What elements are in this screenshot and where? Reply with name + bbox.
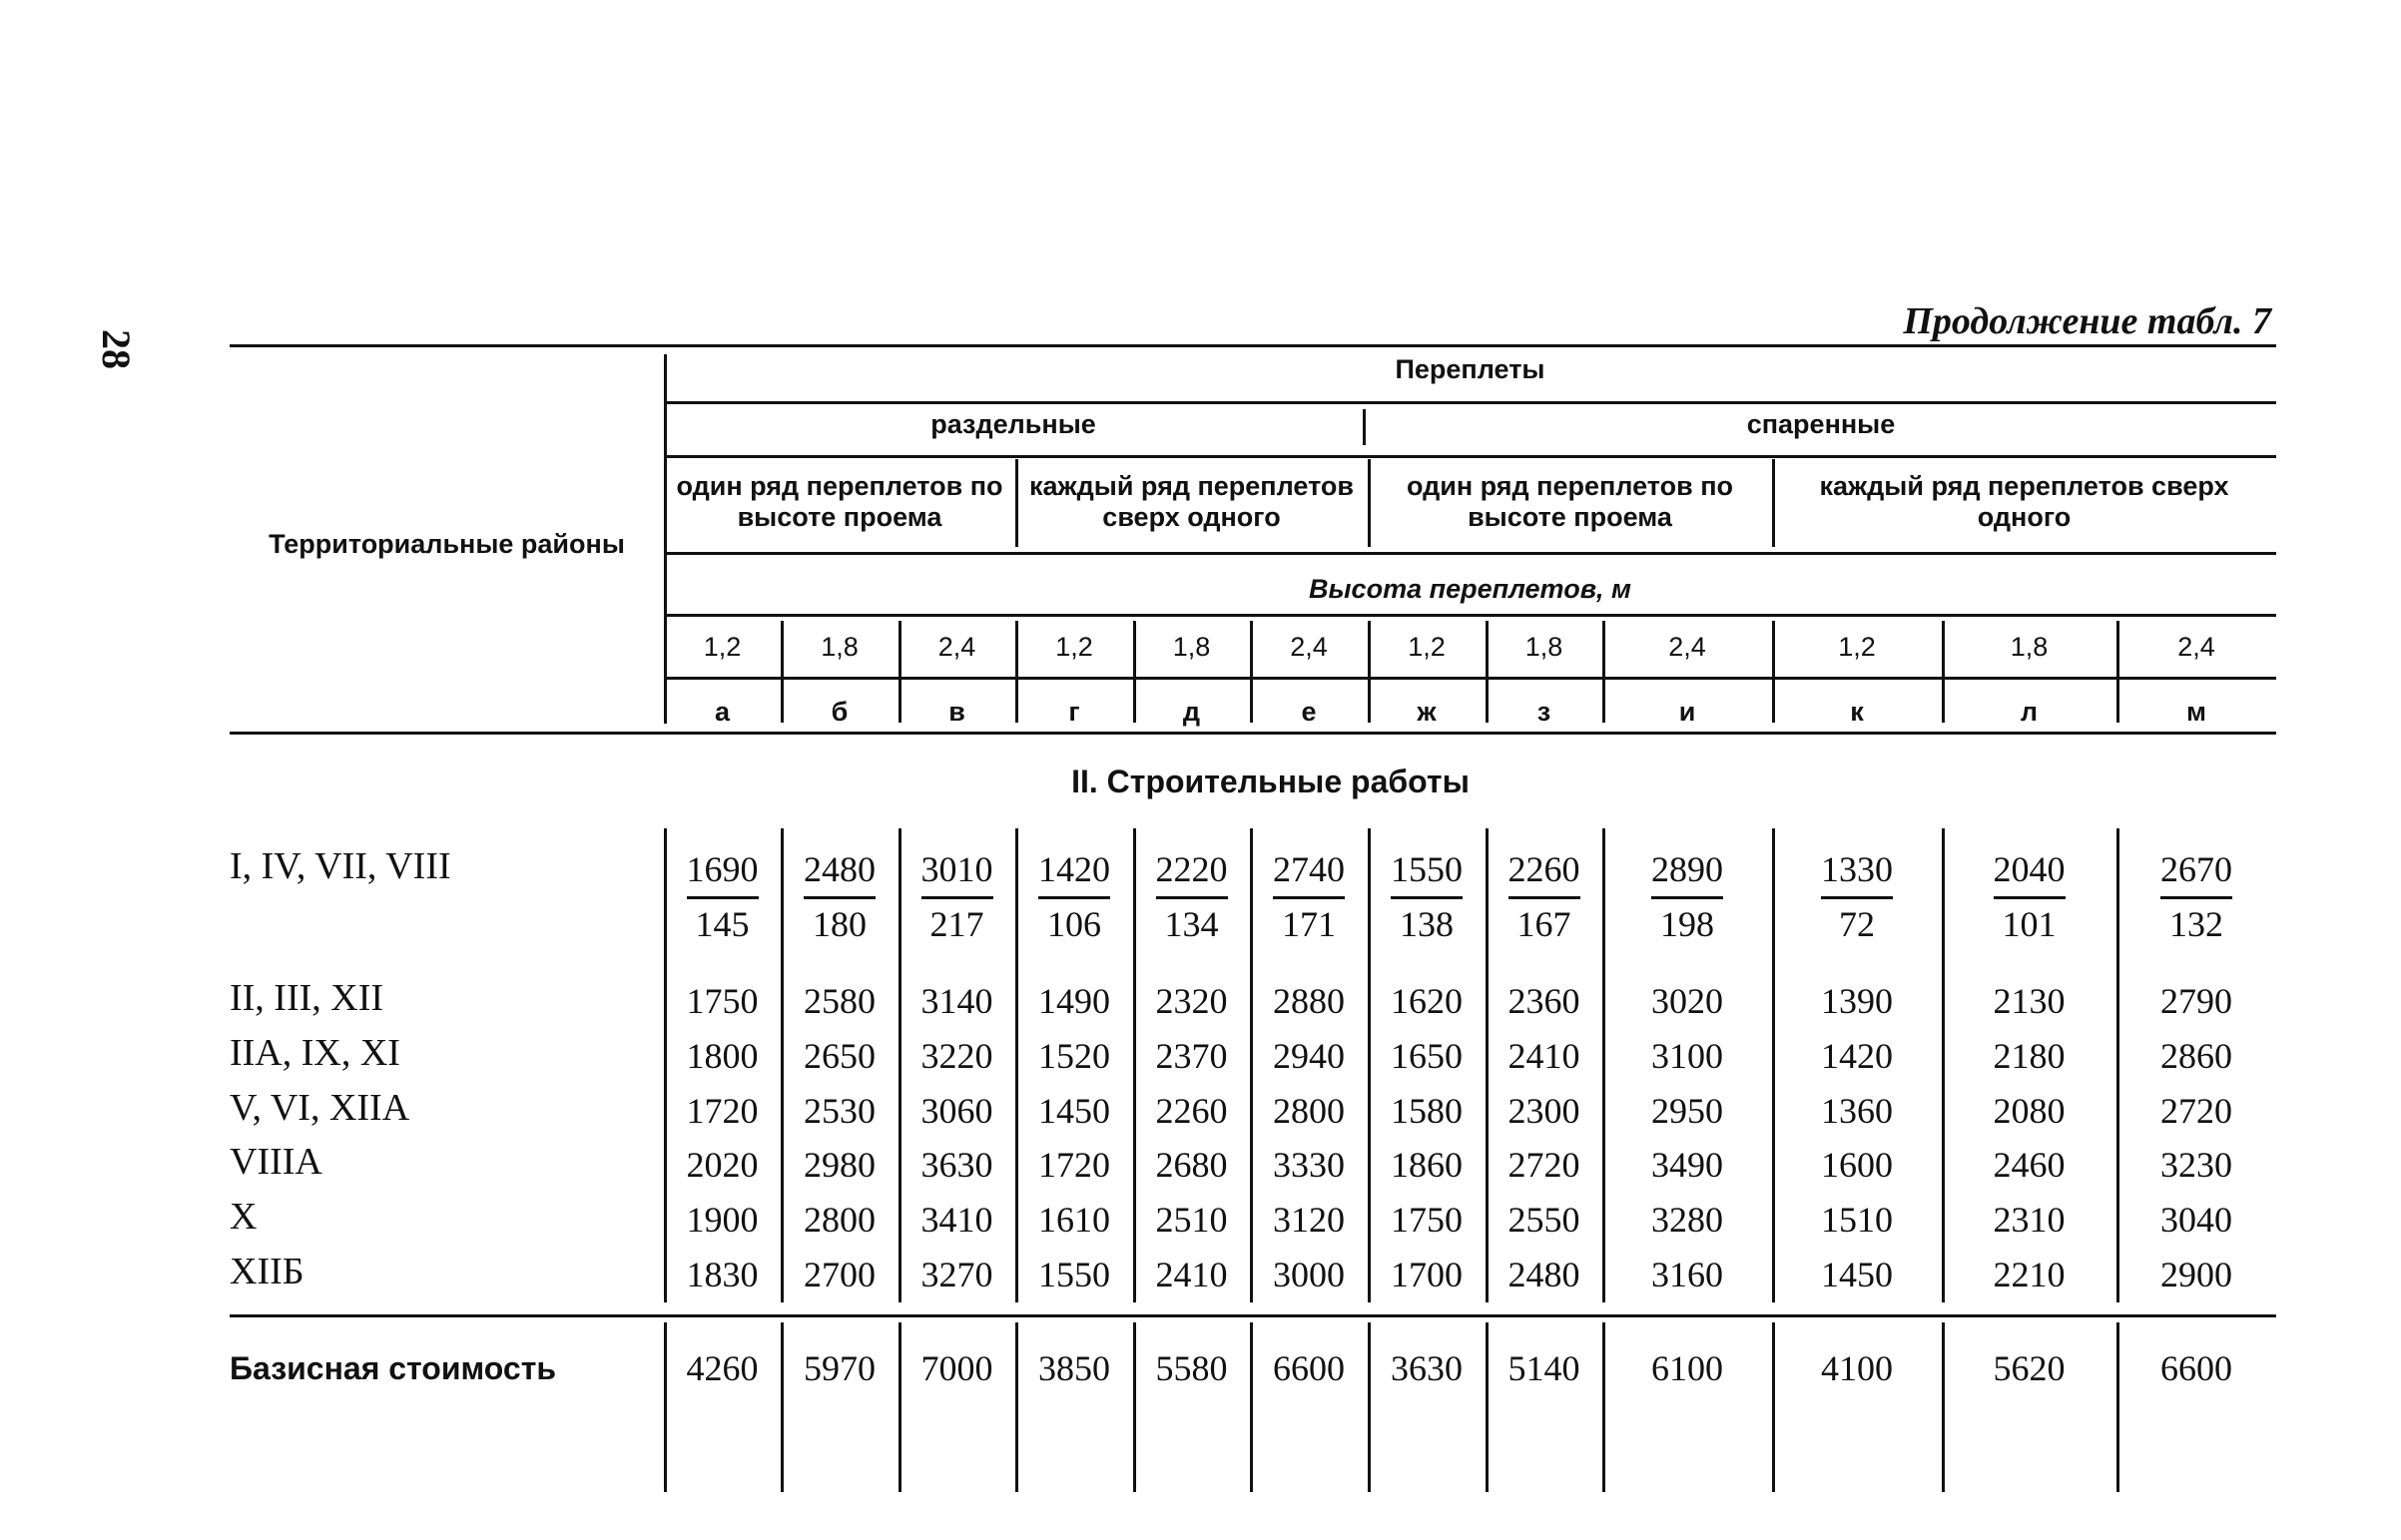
table-cell: 3160 — [1651, 1255, 1723, 1294]
table-cell: 2530 — [804, 1091, 876, 1131]
table-cell: 1650 — [1391, 1036, 1463, 1076]
base-cell: 6600 — [2160, 1348, 2232, 1388]
row-label: X — [230, 1196, 258, 1238]
base-cell: 5620 — [1993, 1348, 2066, 1388]
row-label: IIA, IX, XI — [230, 1032, 400, 1074]
fraction-bar — [687, 896, 759, 899]
height-value: 1,2 — [1408, 632, 1446, 662]
fraction-bar — [1994, 896, 2066, 899]
table-cell: 1750 — [686, 981, 759, 1021]
table-cell: 2220 — [1155, 849, 1228, 889]
table-cell: 2510 — [1155, 1200, 1228, 1240]
table-cell: 2670 — [2160, 849, 2232, 889]
table-cell: 2130 — [1993, 981, 2066, 1021]
row-label: V, VI, XIIA — [230, 1087, 410, 1129]
table-cell: 2720 — [2160, 1091, 2232, 1131]
header-vline — [1015, 459, 1018, 547]
row-label: XIIБ — [230, 1251, 304, 1292]
row-label: VIIIA — [230, 1141, 322, 1183]
table-cell: 1750 — [1391, 1200, 1463, 1240]
base-cell: 5580 — [1155, 1348, 1228, 1388]
header-group-a: раздельные — [930, 409, 1096, 439]
table-cell: 3040 — [2160, 1200, 2232, 1240]
height-value: 1,2 — [1055, 632, 1093, 662]
table-cell: 2700 — [804, 1255, 876, 1294]
column-letter: а — [714, 697, 731, 727]
table-cell-sub: 138 — [1400, 904, 1454, 944]
height-value: 1,8 — [821, 632, 859, 662]
table-cell: 1510 — [1821, 1200, 1893, 1240]
table-cell: 2260 — [1155, 1091, 1228, 1131]
table-cell: 3000 — [1273, 1255, 1345, 1294]
table-cell: 1330 — [1821, 849, 1893, 889]
table-cell-sub: 134 — [1164, 904, 1219, 944]
base-rule — [230, 1314, 2276, 1317]
table-cell-sub: 198 — [1660, 904, 1714, 944]
column-letter: г — [1068, 697, 1080, 727]
column-letter: з — [1536, 697, 1551, 727]
height-value: 2,4 — [2177, 632, 2215, 662]
table-cell: 2480 — [1507, 1255, 1580, 1294]
header-rule — [664, 401, 2276, 404]
top-rule — [230, 344, 2276, 347]
table-cell: 1450 — [1821, 1255, 1893, 1294]
table-cell-sub: 132 — [2169, 904, 2223, 944]
base-cell: 4100 — [1821, 1348, 1893, 1388]
base-cell: 5970 — [804, 1348, 876, 1388]
table-cell: 2370 — [1155, 1036, 1228, 1076]
fraction-bar — [1391, 896, 1463, 899]
height-value: 1,8 — [1524, 632, 1563, 662]
table-cell: 2460 — [1993, 1145, 2066, 1185]
table-cell: 1550 — [1391, 849, 1463, 889]
table-cell: 2800 — [804, 1200, 876, 1240]
header-bottom-rule — [230, 732, 2276, 735]
table-cell: 1720 — [1038, 1145, 1110, 1185]
table-cell: 3220 — [920, 1036, 993, 1076]
column-letter: б — [831, 697, 849, 727]
table-cell: 3630 — [920, 1145, 993, 1185]
row-label: II, III, XII — [230, 977, 384, 1019]
base-cell: 7000 — [920, 1348, 993, 1388]
header-rule — [664, 455, 2276, 458]
header-subgroup: каждый ряд переплетов сверх одного — [1028, 471, 1355, 533]
table-cell: 3140 — [920, 981, 993, 1021]
header-subgroup: один ряд переплетов по высоте проема — [676, 471, 1003, 533]
table-cell: 3100 — [1651, 1036, 1723, 1076]
height-value: 1,2 — [703, 632, 742, 662]
column-letter: е — [1301, 697, 1317, 727]
table-cell: 2040 — [1993, 849, 2066, 889]
table-cell: 2740 — [1273, 849, 1345, 889]
height-value: 1,2 — [1838, 632, 1876, 662]
table-cell: 2300 — [1507, 1091, 1580, 1131]
header-vline — [1368, 459, 1371, 547]
table-cell: 3230 — [2160, 1145, 2232, 1185]
table-cell: 3280 — [1651, 1200, 1723, 1240]
table-cell: 2480 — [804, 849, 876, 889]
table-cell: 1900 — [686, 1200, 759, 1240]
base-cell: 3630 — [1391, 1348, 1463, 1388]
table-cell: 2650 — [804, 1036, 876, 1076]
table-cell: 1490 — [1038, 981, 1110, 1021]
table-cell: 1360 — [1821, 1091, 1893, 1131]
table-cell: 1390 — [1821, 981, 1893, 1021]
height-value: 1,8 — [1172, 632, 1211, 662]
table-cell: 1720 — [686, 1091, 759, 1131]
base-cell: 3850 — [1038, 1348, 1110, 1388]
fraction-bar — [1821, 896, 1893, 899]
table-cell-sub: 217 — [929, 904, 984, 944]
table-cell: 1520 — [1038, 1036, 1110, 1076]
table-cell-sub: 106 — [1047, 904, 1101, 944]
height-value: 2,4 — [937, 632, 976, 662]
table-cell: 2800 — [1273, 1091, 1345, 1131]
table-cell: 2080 — [1993, 1091, 2066, 1131]
height-value: 1,8 — [2010, 632, 2049, 662]
table-cell: 1450 — [1038, 1091, 1110, 1131]
fraction-bar — [1038, 896, 1110, 899]
table-cell: 1600 — [1821, 1145, 1893, 1185]
row-label: I, IV, VII, VIII — [230, 845, 451, 887]
header-subgroup: каждый ряд переплетов сверх одного — [1819, 471, 2229, 533]
table-cell-sub: 101 — [2002, 904, 2057, 944]
table-cell: 1860 — [1391, 1145, 1463, 1185]
table-cell: 2790 — [2160, 981, 2232, 1021]
table-cell: 1620 — [1391, 981, 1463, 1021]
base-cell: 4260 — [686, 1348, 759, 1388]
fraction-bar — [1273, 896, 1345, 899]
table-cell-sub: 72 — [1839, 904, 1875, 944]
row-label-header: Территориальные районы — [269, 529, 625, 559]
table-cell: 3490 — [1651, 1145, 1723, 1185]
table-cell: 3060 — [920, 1091, 993, 1131]
table-cell: 1690 — [686, 849, 759, 889]
header-height-label: Высота переплетов, м — [1309, 574, 1631, 604]
height-value: 2,4 — [1668, 632, 1706, 662]
table-cell: 2320 — [1155, 981, 1228, 1021]
header-group-b: спаренные — [1746, 409, 1896, 439]
table-cell: 2580 — [804, 981, 876, 1021]
table-cell: 2210 — [1993, 1255, 2066, 1294]
table-cell: 2410 — [1507, 1036, 1580, 1076]
table-cell: 2310 — [1993, 1200, 2066, 1240]
table-cell: 3020 — [1651, 981, 1723, 1021]
fraction-bar — [921, 896, 993, 899]
table-cell: 2890 — [1651, 849, 1723, 889]
table-cell: 2950 — [1651, 1091, 1723, 1131]
table-cell: 1420 — [1821, 1036, 1893, 1076]
table-cell: 2360 — [1507, 981, 1580, 1021]
column-letter: л — [2020, 697, 2039, 727]
table-cell: 2980 — [804, 1145, 876, 1185]
base-cell: 5140 — [1507, 1348, 1580, 1388]
fraction-bar — [1508, 896, 1580, 899]
table-cell: 3410 — [920, 1200, 993, 1240]
header-rule — [664, 677, 2276, 680]
table-cell: 3010 — [920, 849, 993, 889]
base-label: Базисная стоимость — [230, 1350, 557, 1386]
table-cell: 2860 — [2160, 1036, 2232, 1076]
base-cell: 6600 — [1273, 1348, 1345, 1388]
page-number: 28 — [94, 329, 139, 369]
table-cell: 2550 — [1507, 1200, 1580, 1240]
table-cell-sub: 180 — [813, 904, 867, 944]
table-cell: 1700 — [1391, 1255, 1463, 1294]
table-cell: 2880 — [1273, 981, 1345, 1021]
table-cell: 1610 — [1038, 1200, 1110, 1240]
column-letter: м — [2186, 697, 2206, 727]
base-cell: 6100 — [1651, 1348, 1723, 1388]
fraction-bar — [804, 896, 876, 899]
table-cell: 3330 — [1273, 1145, 1345, 1185]
table-cell: 1550 — [1038, 1255, 1110, 1294]
height-value: 2,4 — [1290, 632, 1328, 662]
column-letter: д — [1182, 697, 1201, 727]
table-cell: 2680 — [1155, 1145, 1228, 1185]
table-cell: 3120 — [1273, 1200, 1345, 1240]
header-subgroup: один ряд переплетов по высоте проема — [1406, 471, 1734, 533]
column-letter: ж — [1417, 697, 1437, 727]
fraction-bar — [2160, 896, 2232, 899]
table-cell-sub: 145 — [695, 904, 750, 944]
table-cell: 3270 — [920, 1255, 993, 1294]
table-cell: 1800 — [686, 1036, 759, 1076]
table-cell: 2260 — [1507, 849, 1580, 889]
header-vline — [1772, 459, 1775, 547]
table-cell-sub: 171 — [1282, 904, 1336, 944]
table-cell-sub: 167 — [1516, 904, 1571, 944]
table-caption: Продолжение табл. 7 — [1903, 300, 2271, 342]
table-cell: 2180 — [1993, 1036, 2066, 1076]
section-title: II. Строительные работы — [1071, 764, 1470, 799]
table-cell: 2410 — [1155, 1255, 1228, 1294]
table-cell: 1580 — [1391, 1091, 1463, 1131]
table-cell: 1830 — [686, 1255, 759, 1294]
column-letter: в — [948, 697, 965, 727]
fraction-bar — [1156, 896, 1228, 899]
fraction-bar — [1651, 896, 1723, 899]
header-rule — [664, 552, 2276, 555]
table-cell: 2940 — [1273, 1036, 1345, 1076]
header-top: Переплеты — [1395, 354, 1545, 384]
table-cell: 2020 — [686, 1145, 759, 1185]
header-rule — [664, 614, 2276, 617]
column-letter: и — [1678, 697, 1696, 727]
table-cell: 2900 — [2160, 1255, 2232, 1294]
table-cell: 2720 — [1507, 1145, 1580, 1185]
column-letter: к — [1850, 697, 1864, 727]
table-cell: 1420 — [1038, 849, 1110, 889]
